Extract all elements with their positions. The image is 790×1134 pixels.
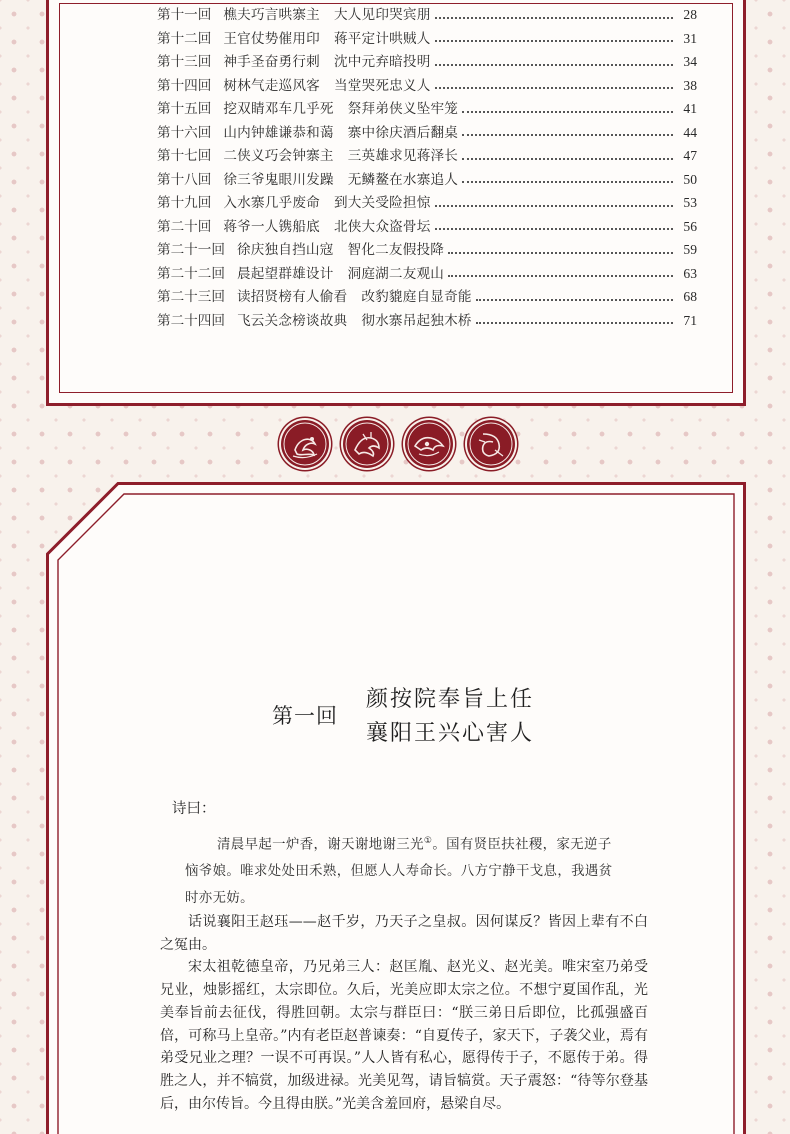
- toc-entry-title-second: 沈中元弃暗投明: [333, 54, 431, 70]
- seal-icon: [281, 420, 329, 468]
- toc-entry[interactable]: [157, 144, 697, 168]
- toc-entry-title-second: 智化二友假投降: [347, 242, 445, 258]
- toc-entry-number: 第十六回: [157, 124, 212, 141]
- toc-leader-dots: [462, 134, 673, 136]
- toc-entry-number: 第十八回: [157, 171, 212, 188]
- toc-page-number: 47: [683, 148, 697, 163]
- chapter-number: 第一回: [272, 704, 338, 728]
- toc-entry-title-first: 王官仗势催用印: [223, 30, 320, 47]
- seal-ornament-row: [0, 420, 790, 476]
- poem-label: 诗曰：: [172, 801, 216, 817]
- toc-entry-title: [223, 145, 458, 169]
- seal-icon: [405, 420, 453, 468]
- footnote-marker: ①: [423, 836, 433, 846]
- poem-text: 清晨早起一炉香，谢天谢地谢三光: [217, 837, 424, 853]
- toc-entry-title-second: 大人见印哭宾朋: [333, 7, 431, 23]
- toc-entry-title: [237, 286, 472, 310]
- seal-icon: [343, 420, 391, 468]
- toc-entry[interactable]: [157, 238, 697, 262]
- toc-entry-title-second: 彻水寨吊起独木桥: [361, 312, 472, 329]
- toc-page-number: 41: [683, 101, 697, 116]
- toc-entry[interactable]: [157, 50, 697, 74]
- seal-icon: [467, 420, 515, 468]
- toc-entry-title-second: 无鳞鳌在水寨追人: [347, 171, 459, 188]
- toc-entry-title-first: 挖双睛邓车几乎死: [223, 101, 334, 117]
- toc-leader-dots: [435, 17, 674, 19]
- toc-page-number: 68: [683, 289, 697, 304]
- toc-entry[interactable]: [157, 27, 697, 51]
- toc-entry-number: 第十五回: [157, 101, 212, 117]
- chapter-title-line-1: 颜按院奉旨上任: [366, 687, 535, 712]
- toc-page-number: 59: [683, 242, 697, 257]
- toc-entry-number: 第十一回: [157, 7, 212, 23]
- toc-entry-title-second: 北侠大众盗骨坛: [333, 218, 431, 235]
- toc-entry[interactable]: [157, 74, 697, 98]
- toc-entry-title-second: 寨中徐庆酒后翻桌: [347, 124, 459, 141]
- toc-page-number: 71: [683, 312, 697, 328]
- toc-entry-title: [223, 4, 430, 28]
- toc-entry[interactable]: [157, 285, 697, 309]
- toc-entry[interactable]: [157, 121, 697, 145]
- toc-entry-title-first: 二侠义巧会钟寨主: [223, 148, 334, 164]
- toc-entry[interactable]: [157, 309, 697, 333]
- toc-leader-dots: [462, 181, 673, 183]
- toc-entry-title-first: 徐庆独自挡山寇: [236, 242, 334, 258]
- body-paragraph: 话说襄阳王赵珏——赵千岁，乃天子之皇叔。因何谋反？皆因上辈有不白之冤由。: [160, 914, 648, 953]
- toc-entry-number: 第二十一回: [157, 242, 225, 258]
- toc-entry-title-second: 祭拜弟侠义坠牢笼: [347, 101, 459, 117]
- toc-page-number: 31: [683, 30, 697, 46]
- toc-page-number: 53: [683, 195, 697, 210]
- toc-entry-number: 第二十四回: [157, 312, 225, 329]
- toc-entry-number: 第十九回: [157, 195, 212, 211]
- toc-leader-dots: [462, 158, 673, 160]
- toc-entry-title-first: 飞云关念榜谈故典: [236, 312, 348, 329]
- toc-leader-dots: [476, 299, 673, 301]
- toc-page-number: 28: [683, 7, 697, 22]
- toc-entry-title: [223, 75, 430, 99]
- toc-leader-dots: [435, 40, 674, 42]
- toc-entry-title-first: 晨起望群雄设计: [236, 265, 334, 282]
- poem-block: [185, 828, 625, 912]
- toc-leader-dots: [435, 64, 674, 66]
- toc-entry-number: 第二十三回: [157, 289, 225, 305]
- toc-panel: [46, 0, 746, 406]
- toc-entry-number: 第十七回: [157, 148, 212, 164]
- toc-entry-title-second: 洞庭湖二友观山: [347, 265, 445, 282]
- toc-leader-dots: [476, 322, 673, 324]
- toc-page-number: 63: [683, 265, 697, 281]
- toc-entry-title-first: 徐三爷鬼眼川发躁: [223, 171, 334, 188]
- toc-entry[interactable]: [157, 97, 697, 121]
- toc-page-number: 50: [683, 171, 697, 187]
- toc-entry[interactable]: [157, 215, 697, 239]
- toc-entry-title-first: 樵夫巧言哄寨主: [223, 7, 320, 23]
- toc-entry-title-second: 到大关受险担惊: [333, 195, 431, 211]
- toc-entry[interactable]: [157, 168, 697, 192]
- toc-entry-title: [237, 310, 472, 334]
- toc-list: [157, 3, 697, 332]
- toc-entry-title-second: 蒋平定计哄贼人: [333, 30, 431, 47]
- toc-entry-title-first: 蒋爷一人镌船底: [223, 218, 320, 235]
- chapter-title-line-2: 襄阳王兴心害人: [366, 721, 535, 746]
- toc-entry-title-first: 树林气走巡风客: [223, 77, 320, 94]
- toc-entry-title-first: 山内钟雄谦恭和蔼: [223, 124, 334, 141]
- toc-entry-number: 第二十回: [157, 218, 212, 235]
- toc-entry-title-first: 读招贤榜有人偷看: [236, 289, 348, 305]
- toc-entry-title: [223, 122, 458, 146]
- toc-entry-title: [223, 192, 430, 216]
- toc-leader-dots: [448, 275, 673, 277]
- toc-leader-dots: [448, 252, 673, 254]
- toc-entry-number: 第十四回: [157, 77, 212, 94]
- body-paragraph: 宋太祖乾德皇帝，乃兄弟三人：赵匡胤、赵光义、赵光美。唯宋室乃弟受兄业，烛影摇红，太宗即位。久后，光美应即太宗之位。不想宁夏国作乱，光美奉旨前去征伐，得胜回朝。太宗与群臣曰：“朕三弟日后即位，比孤强盛百倍，可称马上皇帝。”内有老臣赵普谏奏：“自夏传子，家天下，子袭父业，焉有弟受兄业之理？一误不可再误。”人人皆有私心，愿得传于子，不愿传于弟。得胜之人，并不犒赏，加级进禄。光美见驾，请旨犒赏。天子震怒：“待等尔登基后，由尔传旨。今且得由朕。”光美含羞回府，悬梁自尽。: [160, 959, 648, 1112]
- toc-leader-dots: [435, 205, 674, 207]
- toc-entry-number: 第二十二回: [157, 265, 225, 282]
- toc-entry-title: [223, 51, 430, 75]
- toc-entry[interactable]: [157, 3, 697, 27]
- toc-leader-dots: [435, 87, 674, 89]
- toc-page-number: 44: [683, 124, 697, 140]
- toc-leader-dots: [435, 228, 674, 230]
- toc-entry-title-second: 当堂哭死忠义人: [333, 77, 431, 94]
- toc-entry[interactable]: [157, 191, 697, 215]
- chapter-body: [160, 911, 648, 1115]
- toc-entry-title-second: 三英雄求见蒋泽长: [347, 148, 459, 164]
- toc-leader-dots: [462, 111, 673, 113]
- toc-page-number: 34: [683, 54, 697, 69]
- toc-entry-title-first: 入水寨几乎废命: [223, 195, 320, 211]
- toc-page-number: 38: [683, 77, 697, 93]
- toc-entry-title: [223, 28, 430, 52]
- toc-entry-title: [223, 98, 458, 122]
- toc-entry-title: [223, 169, 458, 193]
- toc-entry-title-second: 改豹貔庭自显奇能: [361, 289, 472, 305]
- toc-entry-title: [237, 239, 444, 263]
- toc-page-number: 56: [683, 218, 697, 234]
- chapter-heading: [272, 680, 572, 750]
- toc-entry-title: [237, 263, 444, 287]
- toc-entry-title: [223, 216, 430, 240]
- toc-entry[interactable]: [157, 262, 697, 286]
- toc-entry-number: 第十二回: [157, 30, 212, 47]
- toc-entry-title-first: 神手圣奋勇行刺: [223, 54, 320, 70]
- poem-text-rest: 。国有贤臣扶社稷，家无逆子恼爷娘。唯求处处田禾熟，但愿人人寿命长。八方宁静干戈息，我遇贫时亦无妨。: [185, 837, 613, 907]
- toc-entry-number: 第十三回: [157, 54, 212, 70]
